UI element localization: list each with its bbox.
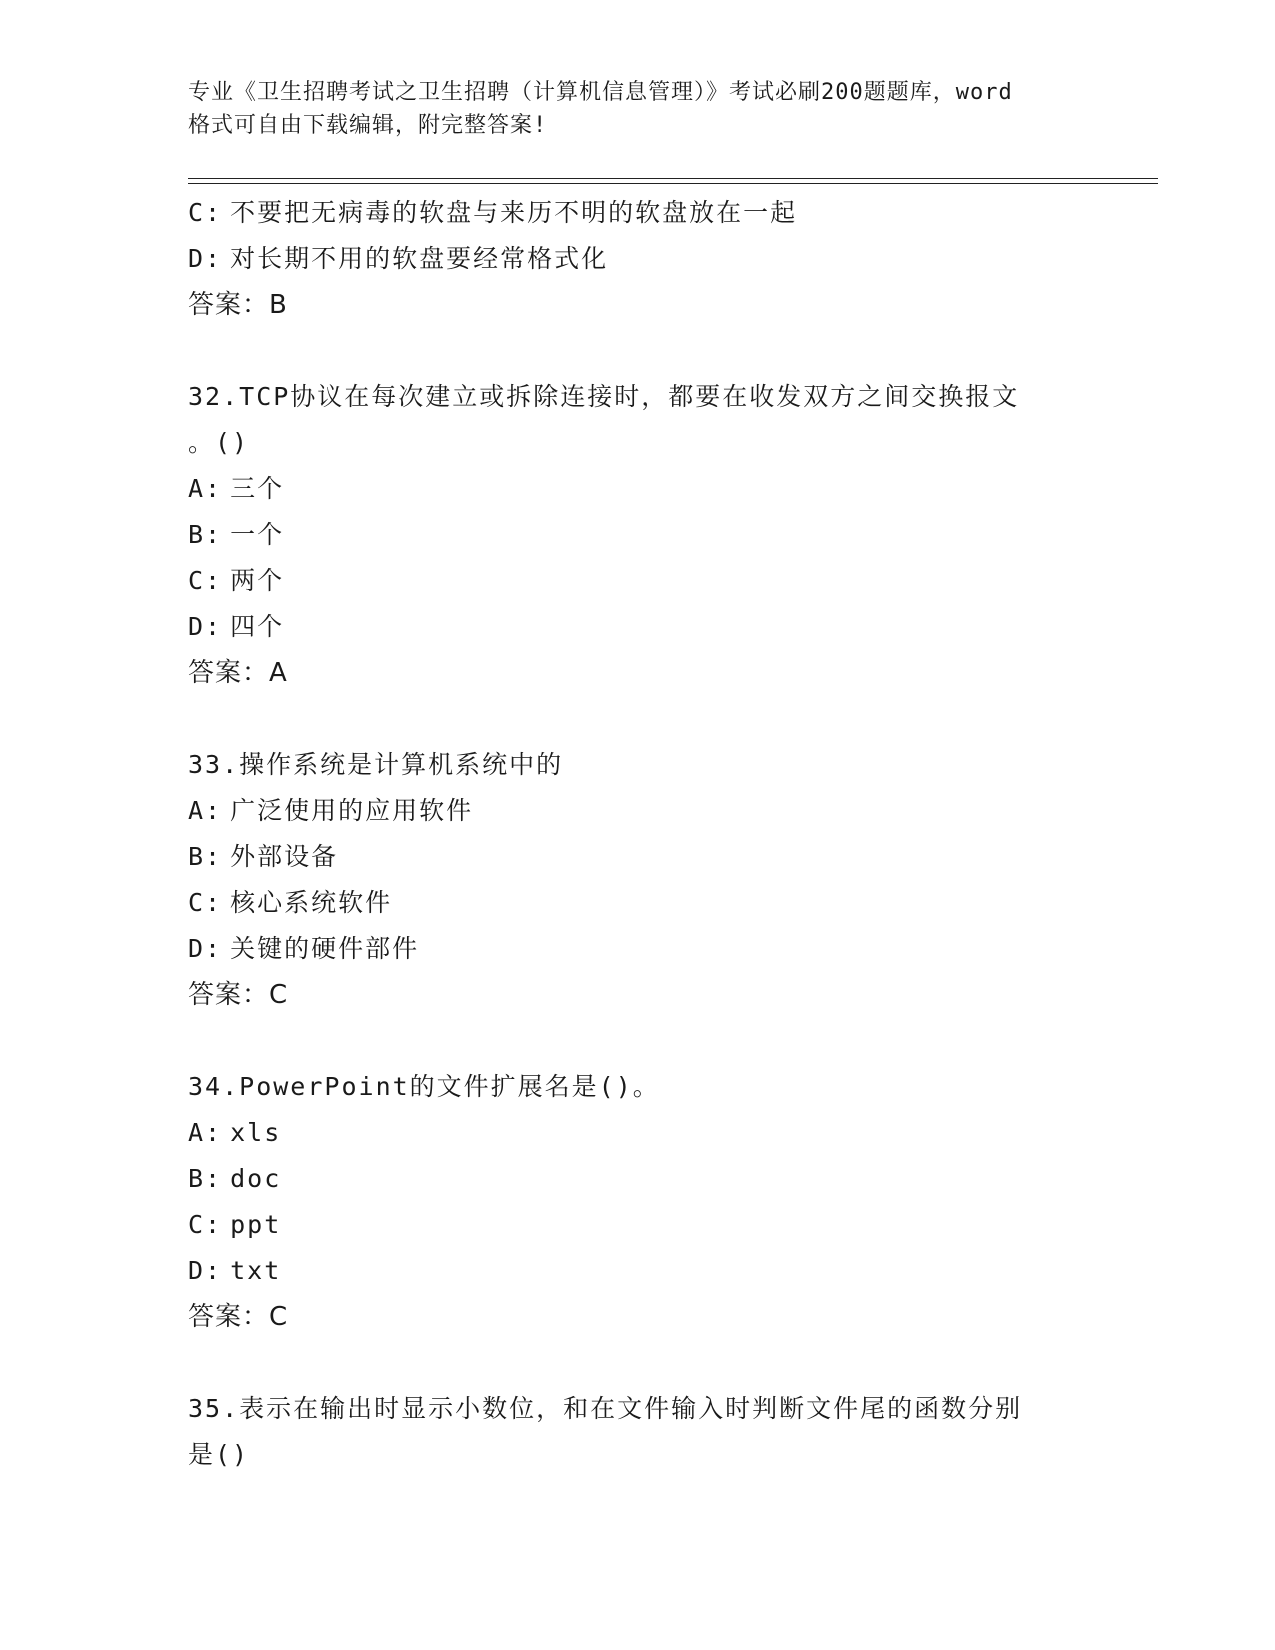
option-c [188,880,1118,926]
option-d [188,926,1118,972]
question-31-tail [188,190,1118,328]
option-c [188,1202,1118,1248]
option-text: 外部设备 [230,842,339,871]
option-letter: A: [188,1118,223,1147]
option-text: 核心系统软件 [230,888,393,917]
header-line-1: 专业《卫生招聘考试之卫生招聘（计算机信息管理）》考试必刷200题题库，word [188,80,1013,105]
spacer [188,1340,1118,1386]
option-letter: C: [188,888,223,917]
option-a [188,466,1118,512]
option-letter: B: [188,1164,223,1193]
option-letter: A: [188,474,223,503]
option-a [188,788,1118,834]
header-line-2: 格式可自由下载编辑，附完整答案! [188,113,548,138]
question-33 [188,742,1118,1018]
header-divider-bottom [188,183,1158,184]
spacer [188,1018,1118,1064]
option-letter: B: [188,842,223,871]
answer: 答案：A [188,658,288,688]
option-text: 广泛使用的应用软件 [230,796,474,825]
option-letter: D: [188,1256,223,1285]
document-header [188,76,1088,142]
option-text: 对长期不用的软盘要经常格式化 [230,244,609,273]
question-list [188,190,1118,1478]
question-34 [188,1064,1118,1340]
option-text: 一个 [230,520,285,549]
question-stem: 32.TCP协议在每次建立或拆除连接时，都要在收发双方之间交换报文 [188,382,1020,411]
question-stem: 34.PowerPoint的文件扩展名是()。 [188,1072,660,1101]
option-letter: D: [188,934,223,963]
option-text: xls [230,1118,282,1147]
question-stem-continued: 是() [188,1440,250,1469]
answer: 答案：C [188,980,289,1010]
question-stem: 35.表示在输出时显示小数位，和在文件输入时判断文件尾的函数分别 [188,1394,1023,1423]
question-stem-continued: 。() [188,428,250,457]
option-text: ppt [230,1210,282,1239]
option-d [188,604,1118,650]
option-text: 关键的硬件部件 [230,934,420,963]
option-text: doc [230,1164,282,1193]
question-stem: 33.操作系统是计算机系统中的 [188,750,564,779]
header-divider-top [188,178,1158,179]
option-c [188,558,1118,604]
spacer [188,696,1118,742]
option-text: 四个 [230,612,285,641]
option-b [188,512,1118,558]
option-d [188,236,1118,282]
spacer [188,328,1118,374]
option-d [188,1248,1118,1294]
option-text: 不要把无病毒的软盘与来历不明的软盘放在一起 [230,198,798,227]
option-letter: C: [188,198,223,227]
option-letter: D: [188,244,223,273]
option-letter: D: [188,612,223,641]
answer: 答案：C [188,1302,289,1332]
option-b [188,834,1118,880]
option-c [188,190,1118,236]
option-text: 三个 [230,474,285,503]
option-letter: C: [188,566,223,595]
option-b [188,1156,1118,1202]
option-letter: C: [188,1210,223,1239]
option-text: 两个 [230,566,285,595]
question-35 [188,1386,1118,1478]
option-letter: B: [188,520,223,549]
option-text: txt [230,1256,282,1285]
question-32 [188,374,1118,696]
option-a [188,1110,1118,1156]
answer: 答案：B [188,290,288,320]
option-letter: A: [188,796,223,825]
